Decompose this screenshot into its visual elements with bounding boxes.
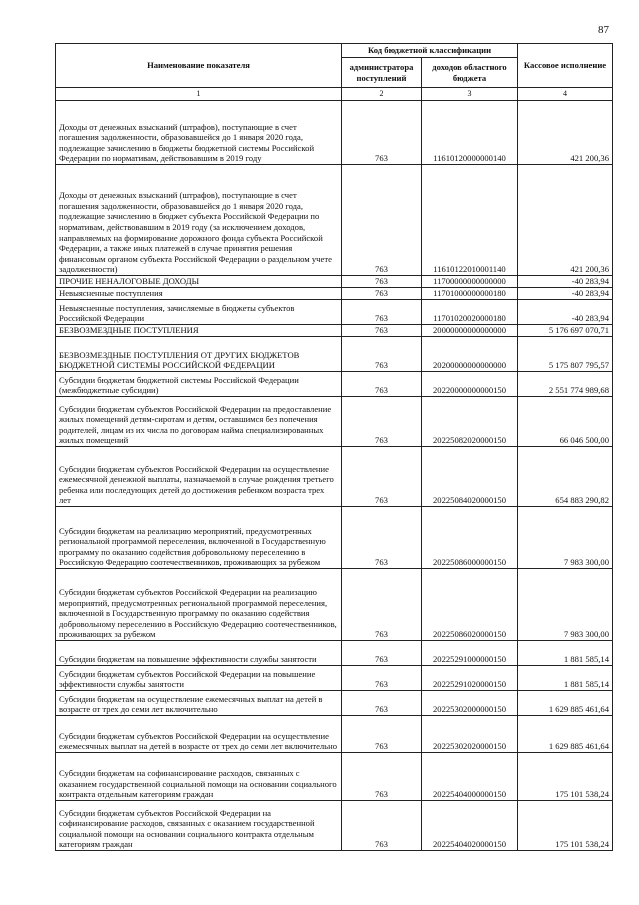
row-code: 20000000000000000 <box>422 325 518 337</box>
row-code: 11701000000000180 <box>422 288 518 300</box>
row-admin: 763 <box>342 337 422 372</box>
row-name: Субсидии бюджетам бюджетной системы Российской Федерации (межбюджетные субсидии) <box>56 372 342 397</box>
row-admin: 763 <box>342 325 422 337</box>
index-cell: 1 <box>56 88 342 101</box>
row-name: Субсидии бюджетам субъектов Российской Федерации на повышение эффективности службы занятости <box>56 666 342 691</box>
row-amount: 66 046 500,00 <box>518 397 613 447</box>
table-row <box>56 691 613 716</box>
table-row <box>56 276 613 288</box>
row-code: 20225302000000150 <box>422 691 518 716</box>
row-code: 20225404020000150 <box>422 801 518 851</box>
table-row <box>56 372 613 397</box>
index-cell: 2 <box>342 88 422 101</box>
row-admin: 763 <box>342 753 422 801</box>
row-amount: 2 551 774 989,68 <box>518 372 613 397</box>
row-code: 20225084020000150 <box>422 447 518 507</box>
row-code: 20225291000000150 <box>422 641 518 666</box>
row-amount: 421 200,36 <box>518 101 613 165</box>
table-row <box>56 507 613 569</box>
row-amount: 175 101 538,24 <box>518 753 613 801</box>
row-code: 20225404000000150 <box>422 753 518 801</box>
header-cash: Кассовое исполнение <box>518 44 613 88</box>
row-name: Невыясненные поступления <box>56 288 342 300</box>
table-row <box>56 716 613 753</box>
row-code: 20220000000000150 <box>422 372 518 397</box>
row-name: Субсидии бюджетам на повышение эффективности службы занятости <box>56 641 342 666</box>
row-amount: 1 881 585,14 <box>518 641 613 666</box>
table-row <box>56 753 613 801</box>
row-code: 20225082020000150 <box>422 397 518 447</box>
table-row <box>56 288 613 300</box>
row-admin: 763 <box>342 372 422 397</box>
table-row <box>56 666 613 691</box>
row-code: 20200000000000000 <box>422 337 518 372</box>
row-amount: 1 881 585,14 <box>518 666 613 691</box>
page-number: 87 <box>598 24 609 36</box>
table-row <box>56 447 613 507</box>
row-admin: 763 <box>342 716 422 753</box>
row-admin: 763 <box>342 666 422 691</box>
row-amount: 7 983 300,00 <box>518 507 613 569</box>
row-name: Доходы от денежных взысканий (штрафов), поступающие в счет погашения задолженности, образовавшейся до 1 января 2020 года, подлежащие зачислению в бюджеты бюджетной системы Российской Федерации по нормативам, действовавшим в 2019 году <box>56 101 342 165</box>
index-cell: 3 <box>422 88 518 101</box>
row-name: Субсидии бюджетам субъектов Российской Федерации на осуществление ежемесячной денежной выплаты, назначаемой в случае рождения третьего ребенка или последующих детей до достижения ребенком возраста трех лет <box>56 447 342 507</box>
row-code: 11700000000000000 <box>422 276 518 288</box>
row-amount: 1 629 885 461,64 <box>518 691 613 716</box>
row-code: 20225302020000150 <box>422 716 518 753</box>
row-admin: 763 <box>342 569 422 641</box>
row-admin: 763 <box>342 165 422 276</box>
table-row <box>56 300 613 325</box>
row-amount: -40 283,94 <box>518 288 613 300</box>
budget-table <box>55 43 613 851</box>
index-cell: 4 <box>518 88 613 101</box>
row-code: 11610120000000140 <box>422 101 518 165</box>
row-name: Субсидии бюджетам на софинансирование расходов, связанных с оказанием государственной социальной помощи на основании социального контракта отдельным категориям граждан <box>56 753 342 801</box>
row-name: Субсидии бюджетам субъектов Российской Федерации на предоставление жилых помещений детям-сиротам и детям, оставшимся без попечения родителей, лицам из их числа по договорам найма специализированных жилых помещений <box>56 397 342 447</box>
row-code: 20225086000000150 <box>422 507 518 569</box>
row-code: 11610122010001140 <box>422 165 518 276</box>
row-name: БЕЗВОЗМЕЗДНЫЕ ПОСТУПЛЕНИЯ <box>56 325 342 337</box>
row-admin: 763 <box>342 300 422 325</box>
row-amount: -40 283,94 <box>518 300 613 325</box>
row-amount: 7 983 300,00 <box>518 569 613 641</box>
table-row <box>56 569 613 641</box>
row-amount: 5 175 807 795,57 <box>518 337 613 372</box>
row-admin: 763 <box>342 276 422 288</box>
row-name: БЕЗВОЗМЕЗДНЫЕ ПОСТУПЛЕНИЯ ОТ ДРУГИХ БЮДЖЕТОВ БЮДЖЕТНОЙ СИСТЕМЫ РОССИЙСКОЙ ФЕДЕРАЦИИ <box>56 337 342 372</box>
table-row <box>56 337 613 372</box>
row-name: Субсидии бюджетам субъектов Российской Федерации на осуществление ежемесячных выплат на детей в возрасте от трех до семи лет включительно <box>56 716 342 753</box>
row-admin: 763 <box>342 801 422 851</box>
header-name: Наименование показателя <box>56 44 342 88</box>
row-admin: 763 <box>342 507 422 569</box>
table-row <box>56 165 613 276</box>
header-admin: администратора поступлений <box>342 58 422 88</box>
table-row <box>56 101 613 165</box>
row-name: ПРОЧИЕ НЕНАЛОГОВЫЕ ДОХОДЫ <box>56 276 342 288</box>
row-name: Субсидии бюджетам на осуществление ежемесячных выплат на детей в возрасте от трех до семи лет включительно <box>56 691 342 716</box>
row-code: 20225291020000150 <box>422 666 518 691</box>
row-amount: 1 629 885 461,64 <box>518 716 613 753</box>
row-admin: 763 <box>342 691 422 716</box>
row-name: Невыясненные поступления, зачисляемые в бюджеты субъектов Российской Федерации <box>56 300 342 325</box>
table-row <box>56 397 613 447</box>
row-name: Субсидии бюджетам субъектов Российской Федерации на реализацию мероприятий, предусмотренных региональной программой переселения, включенной в Государственную программу по оказанию содействия добровольному переселению в Российскую Федерацию соотечественников, проживающих за рубежом <box>56 569 342 641</box>
table-row <box>56 801 613 851</box>
row-code: 11701020020000180 <box>422 300 518 325</box>
row-admin: 763 <box>342 447 422 507</box>
row-code: 20225086020000150 <box>422 569 518 641</box>
row-name: Субсидии бюджетам на реализацию мероприятий, предусмотренных региональной программой переселения, включенной в Государственную программу по оказанию содействия добровольному переселению в Российскую Федерацию соотечественников, проживающих за рубежом <box>56 507 342 569</box>
row-amount: 5 176 697 070,71 <box>518 325 613 337</box>
row-admin: 763 <box>342 397 422 447</box>
header-code-group: Код бюджетной классификации <box>342 44 518 58</box>
row-admin: 763 <box>342 641 422 666</box>
table-row <box>56 325 613 337</box>
row-admin: 763 <box>342 288 422 300</box>
row-name: Доходы от денежных взысканий (штрафов), поступающие в счет погашения задолженности, образовавшейся до 1 января 2020 года, подлежащие зачислению в бюджет субъекта Российской Федерации по нормативам, действовавшим в 2019 году (за исключением доходов, направляемых на формирование дорожного фонда субъекта Российской Федерации, а также иных платежей в случае принятия решения финансовым органом субъекта Российской Федерации о раздельном учете задолженности) <box>56 165 342 276</box>
row-admin: 763 <box>342 101 422 165</box>
row-amount: -40 283,94 <box>518 276 613 288</box>
row-amount: 175 101 538,24 <box>518 801 613 851</box>
row-amount: 654 883 290,82 <box>518 447 613 507</box>
row-amount: 421 200,36 <box>518 165 613 276</box>
row-name: Субсидии бюджетам субъектов Российской Федерации на софинансирование расходов, связанных с оказанием государственной социальной помощи на основании социального контракта отдельным категориям граждан <box>56 801 342 851</box>
header-income: доходов областного бюджета <box>422 58 518 88</box>
table-row <box>56 641 613 666</box>
